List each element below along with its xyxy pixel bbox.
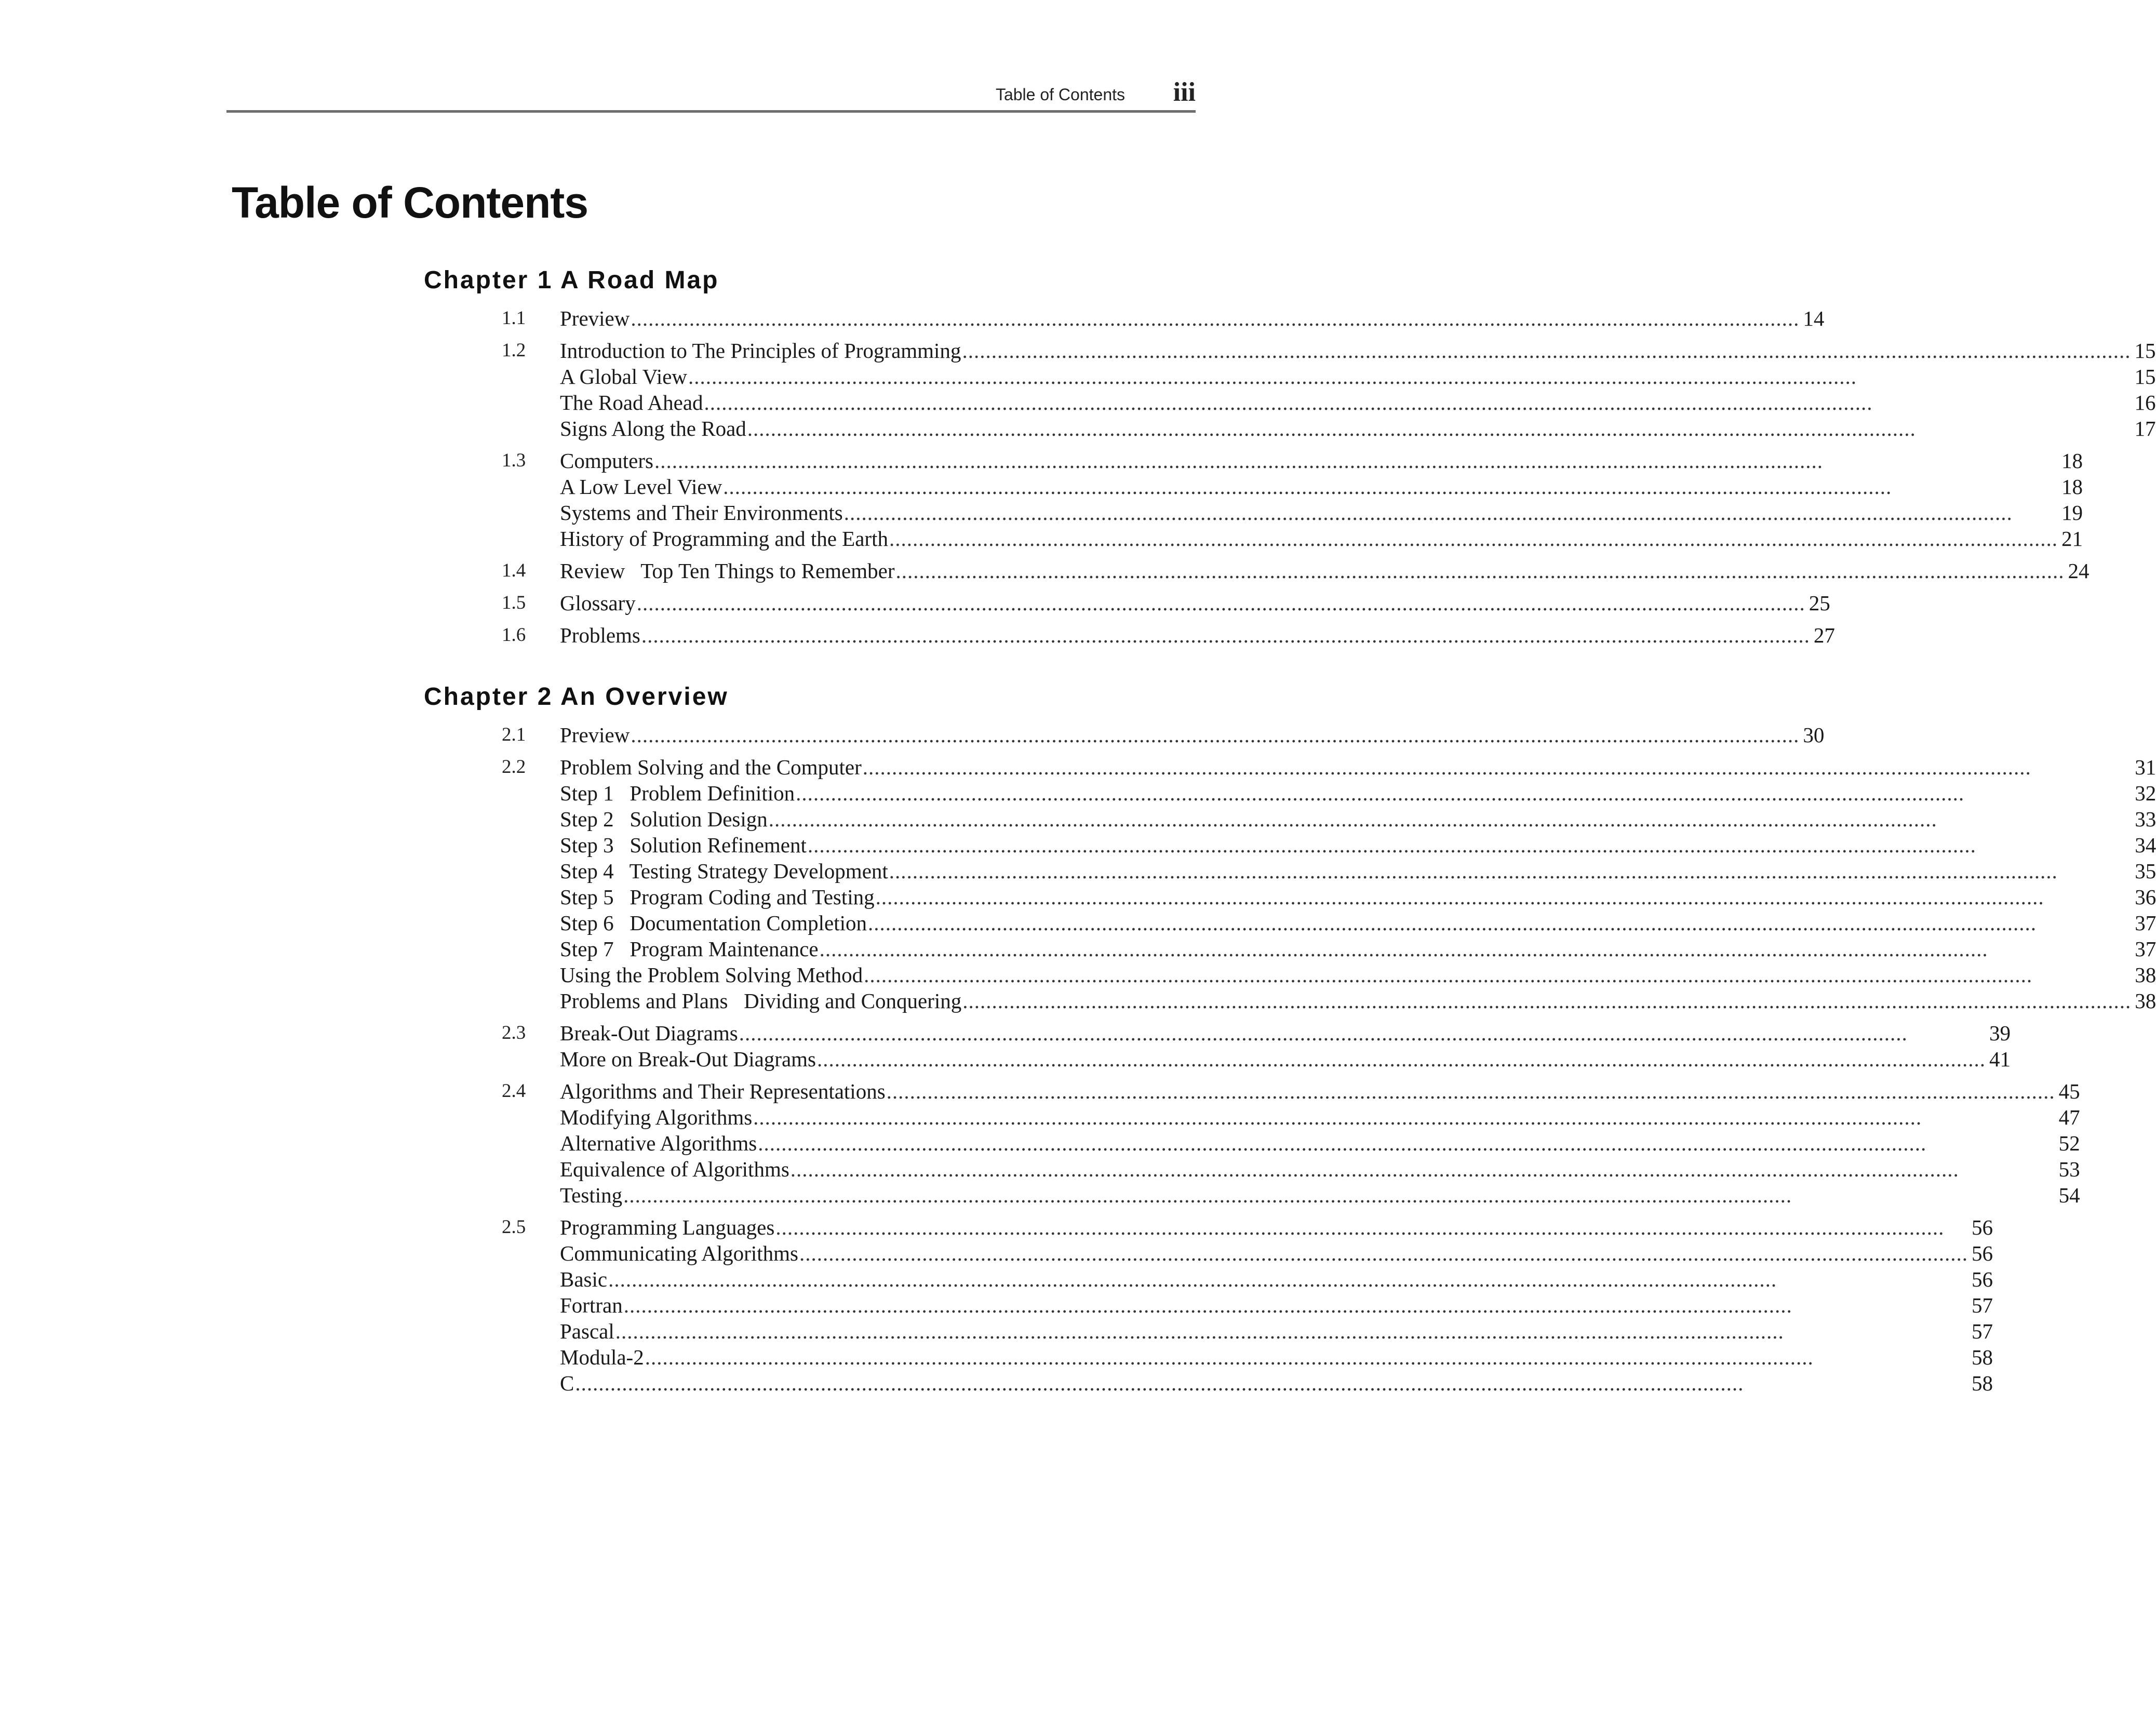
entry-page-number: 19 [2061,501,2083,525]
dot-leader [817,1046,1986,1072]
dot-leader [758,1130,2055,1156]
toc-entry[interactable] [560,754,2156,780]
toc-entry[interactable] [560,1370,1993,1396]
dot-leader [775,1214,1968,1240]
section-number: 1.1 [502,307,526,329]
entry-title: Break-Out Diagrams [560,1021,738,1045]
entry-page-number: 18 [2061,475,2083,499]
dot-leader [753,1104,2055,1130]
entry-page-number: 17 [2134,417,2156,440]
entry-page-number: 52 [2058,1131,2080,1155]
dot-leader [747,416,2131,441]
dot-leader [615,1318,1968,1344]
entry-page-number: 37 [2135,937,2156,961]
entry-page-number: 56 [1971,1241,1993,1265]
entry-title: Algorithms and Their Representations [560,1079,886,1103]
toc-entry[interactable] [560,448,2083,474]
entry-title: Problem Solving and the Computer [560,755,862,779]
toc-section [424,1214,1993,1396]
entry-page-number: 58 [1971,1371,1993,1395]
entry-title: Testing [560,1183,623,1207]
toc-entry[interactable] [560,1156,2080,1182]
entry-page-number: 21 [2061,527,2083,551]
dot-leader [962,338,2131,364]
entry-title: Review Top Ten Things to Remember [560,559,895,583]
dot-leader [962,988,2131,1014]
entry-title: Problems [560,623,640,647]
entry-page-number: 47 [2058,1105,2080,1129]
toc-section [424,448,2083,552]
section-number: 2.4 [502,1080,526,1102]
entry-title: Pascal [560,1319,614,1343]
toc-entry[interactable] [560,1318,1993,1344]
section-number: 1.5 [502,592,526,613]
toc-entry[interactable] [560,1292,1993,1318]
entry-title: Step 6 Documentation Completion [560,911,867,935]
toc-entry[interactable] [560,622,1835,648]
entry-title: Step 7 Program Maintenance [560,937,819,961]
entry-title: History of Programming and the Earth [560,527,888,551]
entry-page-number: 57 [1971,1293,1993,1317]
dot-leader [688,364,2131,390]
dot-leader [637,590,1805,616]
section-number: 2.2 [502,756,526,778]
table-of-contents [424,264,2156,1428]
toc-section [424,754,2156,1014]
dot-leader [704,390,2131,416]
entry-page-number: 56 [1971,1267,1993,1291]
entry-page-number: 56 [1971,1215,1993,1239]
entry-page-number: 30 [1803,723,1825,747]
dot-leader [889,526,2058,552]
entry-title: Modula-2 [560,1345,644,1369]
entry-title: The Road Ahead [560,391,703,414]
entry-page-number: 41 [1989,1047,2011,1071]
chapter-heading: Chapter 1 A Road Map [424,266,719,294]
dot-leader [575,1370,1968,1396]
entry-page-number: 53 [2058,1157,2080,1181]
entry-title: Step 4 Testing Strategy Development [560,859,888,883]
dot-leader [645,1344,1968,1370]
page-number: iii [1173,77,1196,107]
toc-section [424,622,1835,648]
toc-entry[interactable] [560,832,2156,858]
entry-title: C [560,1371,574,1395]
section-number: 1.3 [502,450,526,471]
entry-title: Step 3 Solution Refinement [560,833,807,857]
toc-entry[interactable] [560,1046,2011,1072]
dot-leader [739,1020,1986,1046]
toc-entry[interactable] [560,1104,2080,1130]
entry-page-number: 15 [2134,365,2156,389]
toc-entry[interactable] [560,722,1824,748]
toc-section [424,305,1825,331]
dot-leader [796,780,2131,806]
dot-leader [868,910,2131,936]
entry-title: Basic [560,1267,608,1291]
entry-title: Equivalence of Algorithms [560,1157,789,1181]
entry-title: Introduction to The Principles of Programming [560,339,961,363]
toc-entry[interactable] [560,884,2156,910]
toc-entry[interactable] [560,1078,2080,1104]
entry-page-number: 37 [2135,911,2156,935]
entry-page-number: 36 [2135,885,2156,909]
toc-section [424,558,2090,584]
dot-leader [641,622,1810,648]
section-number: 1.4 [502,560,526,581]
toc-entry[interactable] [560,780,2156,806]
toc-entry[interactable] [560,1182,2080,1208]
section-number: 1.2 [502,340,526,361]
entry-title: Communicating Algorithms [560,1241,798,1265]
entry-title: Signs Along the Road [560,417,746,440]
entry-title: Alternative Algorithms [560,1131,757,1155]
dot-leader [623,1182,2055,1208]
entry-page-number: 34 [2135,833,2156,857]
entry-title: Fortran [560,1293,623,1317]
dot-leader [876,884,2132,910]
toc-entry[interactable] [560,988,2156,1014]
toc-entry[interactable] [560,558,2090,584]
entry-title: Glossary [560,591,636,615]
toc-section [424,722,1825,748]
page-title: Table of Contents [232,178,588,227]
entry-page-number: 33 [2135,807,2156,831]
entry-page-number: 15 [2134,339,2156,363]
running-header [226,77,1196,113]
section-number: 2.3 [502,1022,526,1043]
toc-entry[interactable] [560,390,2155,416]
entry-page-number: 54 [2058,1183,2080,1207]
chapter-block [424,680,2156,1396]
entry-page-number: 57 [1971,1319,1993,1343]
entry-page-number: 24 [2068,559,2090,583]
toc-section [424,338,2156,441]
entry-page-number: 39 [1989,1021,2011,1045]
toc-entry[interactable] [560,364,2155,390]
dot-leader [864,962,2131,988]
toc-entry[interactable] [560,1344,1993,1370]
chapter-heading: Chapter 2 An Overview [424,683,729,711]
toc-entry[interactable] [560,590,1830,616]
toc-entry[interactable] [560,1214,1993,1240]
entry-title: Step 5 Program Coding and Testing [560,885,875,909]
entry-page-number: 14 [1803,306,1825,330]
dot-leader [889,858,2131,884]
entry-page-number: 18 [2061,449,2083,473]
dot-leader [769,806,2131,832]
entry-title: Using the Problem Solving Method [560,963,863,987]
entry-title: A Global View [560,365,688,389]
entry-page-number: 45 [2058,1079,2080,1103]
entry-page-number: 32 [2135,781,2156,805]
entry-title: Preview [560,306,630,330]
section-number: 1.6 [502,624,526,646]
toc-entry[interactable] [560,474,2083,500]
toc-entry[interactable] [560,305,1824,331]
entry-page-number: 38 [2135,989,2156,1013]
dot-leader [631,722,1799,748]
dot-leader [863,754,2131,780]
dot-leader [887,1078,2055,1104]
toc-entry[interactable] [560,338,2155,364]
entry-page-number: 16 [2134,391,2156,414]
dot-leader [844,500,2058,526]
dot-leader [723,474,2058,500]
entry-page-number: 38 [2135,963,2156,987]
toc-section [424,590,1830,616]
dot-leader [791,1156,2055,1182]
chapter-block [424,264,2156,648]
dot-leader [799,1240,1968,1266]
toc-entry[interactable] [560,936,2156,962]
entry-page-number: 25 [1809,591,1830,615]
entry-title: More on Break-Out Diagrams [560,1047,816,1071]
toc-entry[interactable] [560,1266,1993,1292]
toc-entry[interactable] [560,910,2156,936]
toc-entry[interactable] [560,500,2083,526]
toc-section [424,1078,2080,1208]
entry-page-number: 27 [1813,623,1835,647]
dot-leader [654,448,2058,474]
running-title: Table of Contents [995,85,1125,104]
section-number: 2.1 [502,724,526,745]
entry-title: Computers [560,449,653,473]
entry-title: Step 1 Problem Definition [560,781,795,805]
entry-page-number: 58 [1971,1345,1993,1369]
dot-leader [624,1292,1968,1318]
toc-section [424,1020,2011,1072]
toc-entry[interactable] [560,962,2156,988]
toc-entry[interactable] [560,806,2156,832]
entry-title: Programming Languages [560,1215,775,1239]
entry-title: Preview [560,723,630,747]
entry-title: Systems and Their Environments [560,501,843,525]
dot-leader [608,1266,1968,1292]
entry-page-number: 35 [2135,859,2156,883]
toc-entry[interactable] [560,416,2155,441]
toc-entry[interactable] [560,1240,1993,1266]
entry-title: A Low Level View [560,475,722,499]
dot-leader [896,558,2065,584]
dot-leader [820,936,2132,962]
toc-entry[interactable] [560,1020,2011,1046]
entry-page-number: 31 [2135,755,2156,779]
entry-title: Step 2 Solution Design [560,807,768,831]
dot-leader [631,305,1799,331]
toc-entry[interactable] [560,526,2083,552]
entry-title: Problems and Plans Dividing and Conquering [560,989,962,1013]
entry-title: Modifying Algorithms [560,1105,753,1129]
dot-leader [808,832,2131,858]
toc-entry[interactable] [560,858,2156,884]
section-number: 2.5 [502,1216,526,1238]
toc-entry[interactable] [560,1130,2080,1156]
